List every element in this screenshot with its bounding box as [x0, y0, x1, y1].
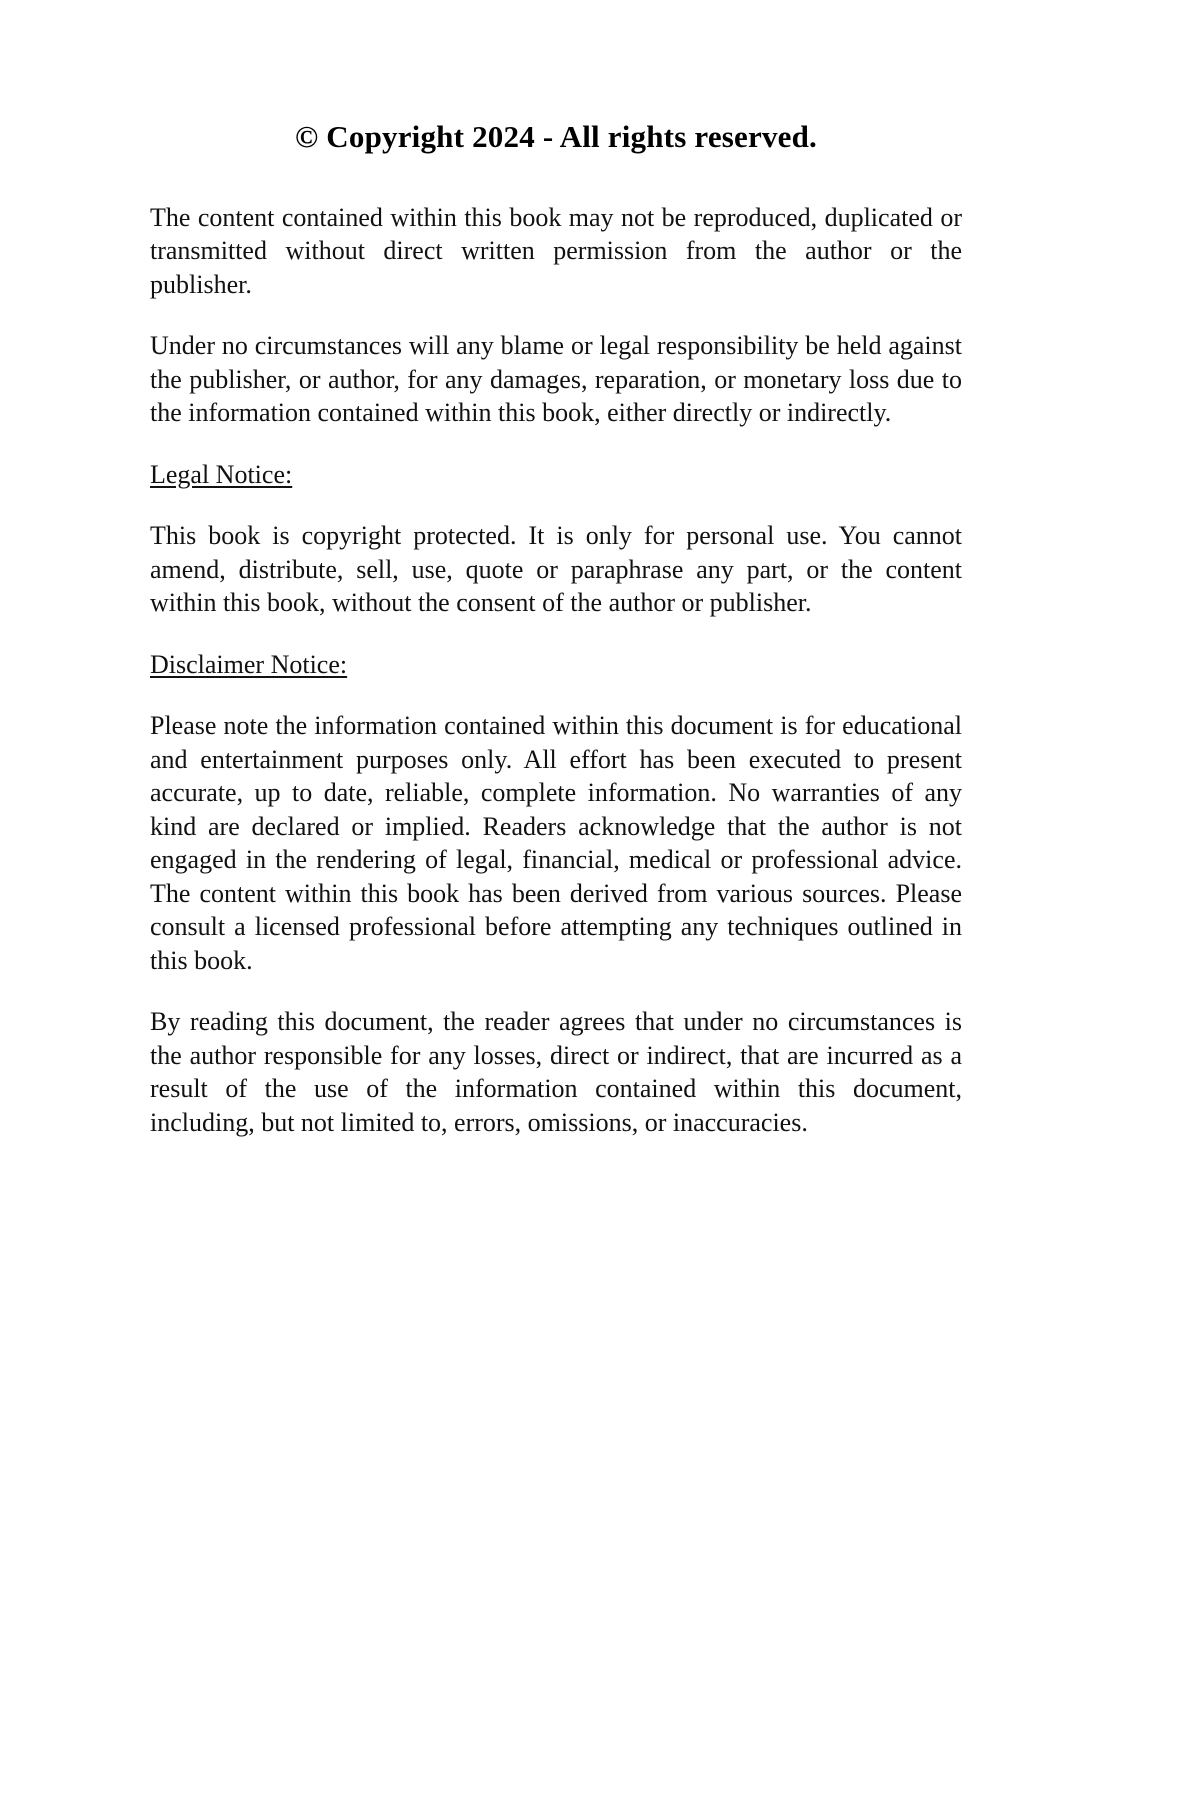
- page-title: © Copyright 2024 - All rights reserved.: [294, 119, 818, 154]
- paragraph-disclaimer: Please note the information contained within this document is for educational and entertainment purposes only. All effort has been executed to present accurate, up to date, reliable, complete information. No warranties of any kind are declared or implied. Readers acknowledge that the author is not engaged in the rendering of legal, financial, medical or professional advice. The content within this book has been derived from various sources. Please consult a licensed professional before attempting any techniques outlined in this book.: [150, 711, 962, 975]
- heading-disclaimer-notice: [150, 648, 962, 682]
- heading-legal-notice: [150, 458, 962, 492]
- document-body: [150, 201, 962, 1140]
- paragraph-liability: Under no circumstances will any blame or legal responsibility be held against the publisher, or author, for any damages, reparation, or monetary loss due to the information contained within this book, either directly or indirectly.: [150, 331, 962, 428]
- paragraph-legal-notice: This book is copyright protected. It is only for personal use. You cannot amend, distribute, sell, use, quote or paraphrase any part, or the content within this book, without the consent of the author or publisher.: [150, 521, 962, 618]
- paragraph-reader-agreement: By reading this document, the reader agrees that under no circumstances is the author responsible for any losses, direct or indirect, that are incurred as a result of the use of the information contained within this document, including, but not limited to, errors, omissions, or inaccuracies.: [150, 1007, 962, 1137]
- document-content: [150, 118, 962, 1139]
- section-heading-label: Disclaimer Notice:: [150, 649, 348, 679]
- paragraph-reproduction: The content contained within this book may not be reproduced, duplicated or transmitted without direct written permission from the author or the publisher.: [150, 202, 962, 299]
- section-heading-label: Legal Notice:: [150, 459, 293, 489]
